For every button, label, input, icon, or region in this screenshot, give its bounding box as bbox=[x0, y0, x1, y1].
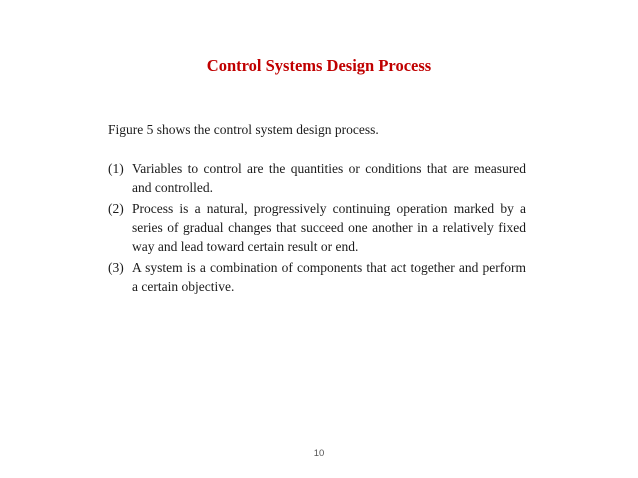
numbered-list bbox=[108, 159, 526, 298]
list-item bbox=[108, 258, 526, 296]
slide-title: Control Systems Design Process bbox=[206, 56, 432, 75]
list-item-number: (3) bbox=[108, 260, 124, 275]
list-item bbox=[108, 199, 526, 256]
list-item-number: (1) bbox=[108, 161, 124, 176]
list-item bbox=[108, 159, 526, 197]
page-number: 10 bbox=[313, 448, 325, 459]
list-item-text: Process is a natural, progressively continuing operation marked by a series of gradual changes that succeed one another in a relatively fixed way and lead toward certain result or end. bbox=[132, 201, 526, 254]
intro-paragraph: Figure 5 shows the control system design process. bbox=[108, 122, 379, 137]
list-item-text: Variables to control are the quantities or conditions that are measured and controlled. bbox=[132, 161, 526, 195]
list-item-text: A system is a combination of components that act together and perform a certain objective. bbox=[132, 260, 526, 294]
list-item-number: (2) bbox=[108, 201, 124, 216]
